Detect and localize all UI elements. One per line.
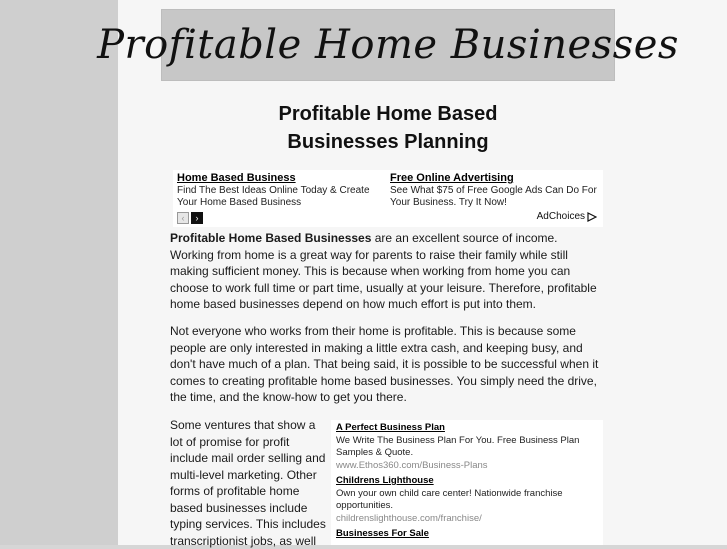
paragraph-intro: [170, 230, 600, 313]
side-ad-item-2-title[interactable]: Childrens Lighthouse: [336, 475, 434, 486]
ad-prev-button[interactable]: [177, 212, 189, 224]
page-title-line1: Profitable Home Based: [278, 103, 498, 125]
ad-next-button[interactable]: [191, 212, 203, 224]
adchoices-link[interactable]: [537, 211, 597, 222]
side-ad-item-1[interactable]: [336, 422, 598, 472]
side-ad-unit: [331, 420, 603, 545]
side-ad-item-2-desc: Own your own child care center! Nationwide franchise opportunities.: [336, 487, 563, 511]
left-background-band: [0, 0, 118, 545]
side-ad-item-2[interactable]: [336, 475, 598, 525]
side-ad-item-3[interactable]: [336, 528, 598, 541]
paragraph-intro-text: are an excellent source of income. Working from home is a great way for parents to raise their family while still making sufficient money. This is because when working from home you can choose to work full time or part time, usually at your leisure. Therefore, profitable home based businesses depend on how much effort is put into them.: [170, 231, 597, 311]
top-ad-item-2[interactable]: [390, 172, 600, 209]
paragraph-profitability: Not everyone who works from their home is profitable. This is because some people are only interested in making a little extra cash, and keeping busy, and don't have much of a plan. That being said, it is possible to be successful when it comes to creating profitable home based businesses. You simply need the drive, the time, and the know-how to get you there.: [170, 324, 599, 404]
paragraph-intro-bold: Profitable Home Based Businesses: [170, 231, 372, 245]
top-ad-item-1-desc: Find The Best Ideas Online Today & Create Your Home Based Business: [177, 185, 370, 208]
top-ad-item-2-title[interactable]: Free Online Advertising: [390, 172, 514, 184]
top-ad-item-1-title[interactable]: Home Based Business: [177, 172, 296, 184]
side-ad-item-3-title[interactable]: Businesses For Sale: [336, 528, 429, 539]
page-content: [97, 0, 727, 548]
paragraph-ventures: Some ventures that show a lot of promise for profit include mail order selling and multi-level marketing. Other forms of profitable home based businesses include typing services. This includes transcriptionist jobs, as well: [170, 418, 326, 548]
page-title-line2: Businesses Planning: [287, 131, 489, 153]
page-title: [170, 100, 606, 156]
site-logo-text[interactable]: Profitable Home Businesses: [97, 22, 679, 68]
top-ad-item-1[interactable]: [177, 172, 387, 209]
ad-pagination: [177, 212, 203, 224]
side-ad-item-1-url[interactable]: www.Ethos360.com/Business-Plans: [336, 459, 488, 471]
adchoices-label: AdChoices: [536, 211, 585, 222]
site-header-banner[interactable]: [97, 9, 679, 81]
adchoices-play-icon: [587, 212, 597, 222]
side-ad-item-1-desc: We Write The Business Plan For You. Free Business Plan Samples & Quote.: [336, 434, 580, 458]
top-ad-unit: [173, 170, 603, 227]
side-ad-item-2-url[interactable]: childrenslighthouse.com/franchise/: [336, 512, 482, 524]
chevron-right-icon: ›: [195, 212, 199, 223]
top-ad-item-2-desc: See What $75 of Free Google Ads Can Do For Your Business. Try It Now!: [390, 185, 597, 208]
chevron-left-icon: ‹: [181, 212, 185, 223]
side-ad-item-1-title[interactable]: A Perfect Business Plan: [336, 422, 445, 433]
